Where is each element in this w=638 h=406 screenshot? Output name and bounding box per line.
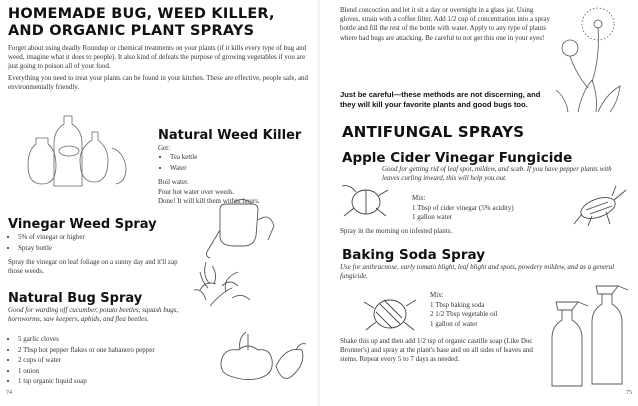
potato-beetle-illustration [360,286,420,338]
list-item: • 2 Tbsp hot pepper flakes or one habanero pepper [18,345,196,356]
intro-paragraph: Forget about using deadly Roundup or chemical treatments on your plants (if it kills every type of bug and weed, imagine what it does to people). It also kind of defeats the purpose of growing vegetables if you are just going to poison all of your food. [8,44,307,71]
mix-label: Mix: [430,291,444,299]
list-item: • Spray bottle [18,243,146,254]
list-item: • 2 cups of water [18,355,196,366]
baking-soda-intro: Use for anthracnose, early tomato blight, leaf blight and spots, powdery mildew, and as a general fungicide. [340,263,615,281]
kettle-illustration [186,196,296,316]
intro-paragraph-2: Everything you need to treat your plants can be found in your kitchen. These are effective, people safe, and environmentally friendly. [8,74,309,92]
list-item: • Tea kettle [170,152,248,163]
acv-note: Spray in the morning on infested plants. [340,227,453,235]
acv-title: Apple Cider Vinegar Fungicide [342,150,573,166]
baking-soda-title: Baking Soda Spray [342,247,485,263]
list-item: • 1 tsp organic liquid soap [18,376,196,387]
mix-item: 1 gallon of water [430,319,478,328]
mix-item: 1 gallon water [412,213,453,222]
page-title [8,6,275,40]
mix-item: 1 Tbsp baking soda [430,300,485,309]
bug-spray-intro: Good for warding off cucumber, potato beetles, squash bugs, hornworms, saw keepers, aphids, and flea beetles. [8,306,179,324]
top-paragraph: Blend concoction and let it sit a day or overnight in a glass jar. Using gloves, strain with a coffee filter. Add 1/2 cup of concentration into a spray bottle and fill the rest of the bottle with water. Apply to any type of plants where bad bugs are attacking. Be careful to not get this one in your eyes! [340,6,551,42]
title-line-2: AND ORGANIC PLANT SPRAYS [8,23,255,39]
vinegar-note: Spray the vinegar on leaf foliage on a sunny day and it'll zap those weeds. [8,258,178,276]
spray-bottles-illustration [546,280,636,392]
step-text: Done! It will kill them within hours. [158,197,260,206]
title-line-1: HOMEMADE BUG, WEED KILLER, [8,6,275,22]
step-text: Boil water. [158,178,189,186]
left-page [0,0,318,406]
vinegar-spray-title: Vinegar Weed Spray [8,217,157,232]
garlic-illustration [210,326,310,396]
acv-mix [412,194,562,223]
weed-killer-get-label: Get: [158,144,171,152]
weed-killer-title: Natural Weed Killer [158,128,302,143]
list-item: • 5 garlic cloves [18,334,196,345]
bug-spray-list [6,334,196,387]
vinegar-list [6,232,146,253]
bug-illustration [568,184,630,230]
list-item: • 5% of vinegar or higher [18,232,146,243]
baking-soda-mix [430,291,540,329]
baking-soda-note: Shake this up and then add 1/2 tsp of organic castille soap (Like Doc Bronner's) and spray at the plant's base and on all sides of leaves and stems. Repeat every 5 to 7 days as needed. [340,337,533,364]
weed-killer-list [158,152,248,173]
dandelion-illustration [548,2,636,114]
page-number: 75 [626,390,632,396]
list-item: • 1 onion [18,366,196,377]
step-text: Pour hot water over weeds. [158,187,235,196]
bug-spray-title: Natural Bug Spray [8,291,143,306]
list-item: • Water [170,163,248,174]
mix-label: Mix: [412,194,426,202]
warning-text: Just be careful—these methods are not discerning, and they will kill your favorite plants and good bugs too. [340,90,541,109]
beetle-illustration [338,178,394,224]
page-number: 74 [6,390,12,396]
mix-item: 1 Tbsp of cider vinegar (5% acidity) [412,203,514,212]
mix-item: 2 1/2 Tbsp vegetable oil [430,310,498,319]
right-page [320,0,638,406]
bottles-illustration [24,96,134,196]
acv-intro: Good for getting rid of leaf spot, mildew, and scab. If you have pepper plants with leaves curling inward, this will help you out. [382,165,612,183]
antifungal-title: ANTIFUNGAL SPRAYS [342,123,525,141]
